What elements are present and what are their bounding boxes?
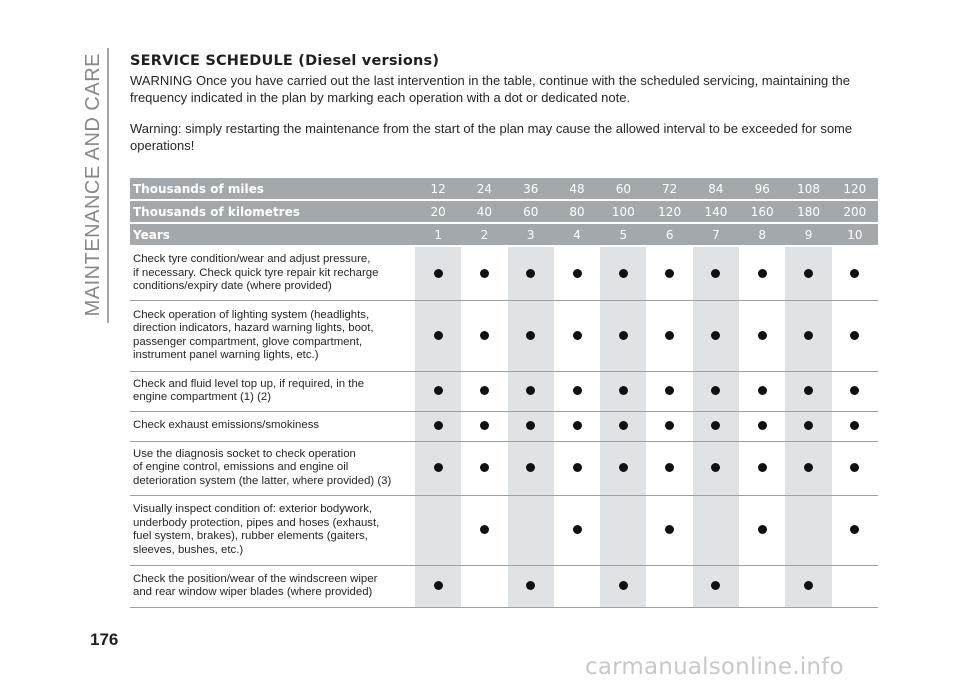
operation-description-line: sleeves, bushes, etc.) [133,543,244,556]
schedule-cell [508,495,554,565]
interval-value: 140 [693,200,739,223]
schedule-cell [508,565,554,607]
scheduled-dot-icon [434,269,443,278]
schedule-cell [646,411,692,441]
schedule-cell [508,300,554,371]
interval-value: 40 [461,200,507,223]
operation-description-line: Check tyre condition/wear and adjust pressure, [133,253,371,265]
schedule-cell [554,565,600,607]
operation-description-line: underbody protection, pipes and hoses (exhaust, [133,516,380,529]
schedule-cell [508,246,554,300]
scheduled-dot-icon [758,331,767,340]
interval-value: 7 [693,223,739,246]
schedule-cell [415,441,461,495]
interval-value: 84 [693,178,739,200]
schedule-cell [785,441,831,495]
scheduled-dot-icon [573,269,582,278]
schedule-cell [646,441,692,495]
operation-description-line: of engine control, emissions and engine oil [133,461,349,474]
scheduled-dot-icon [850,421,859,430]
interval-value: 24 [461,178,507,200]
interval-value: 72 [646,178,692,200]
scheduled-dot-icon [480,525,489,534]
schedule-cell [415,411,461,441]
interval-value: 6 [646,223,692,246]
schedule-cell [785,565,831,607]
interval-value: 12 [415,178,461,200]
section-label: MAINTENANCE AND CARE [81,53,104,317]
scheduled-dot-icon [850,525,859,534]
scheduled-dot-icon [665,463,674,472]
schedule-cell [600,495,646,565]
scheduled-dot-icon [480,386,489,395]
scheduled-dot-icon [850,386,859,395]
schedule-cell [693,565,739,607]
schedule-cell [600,371,646,411]
operation-description-line: passenger compartment, glove compartment, [133,335,363,348]
interval-value: 160 [739,200,785,223]
scheduled-dot-icon [850,463,859,472]
schedule-cell [461,246,507,300]
interval-value: 120 [646,200,692,223]
interval-value: 96 [739,178,785,200]
schedule-cell [739,441,785,495]
scheduled-dot-icon [573,421,582,430]
schedule-cell [832,565,878,607]
scheduled-dot-icon [850,269,859,278]
schedule-cell [832,246,878,300]
schedule-cell [693,495,739,565]
scheduled-dot-icon [526,386,535,395]
operation-description [130,565,415,607]
operation-row [130,411,878,441]
schedule-cell [415,495,461,565]
watermark: carmanualsonline.info [585,654,844,680]
schedule-cell [600,300,646,371]
schedule-cell [646,495,692,565]
section-heading: SERVICE SCHEDULE (Diesel versions) [130,53,440,69]
header-row-label: Thousands of kilometres [130,200,415,223]
restart-warning-paragraph: Warning: simply restarting the maintenance from the start of the plan may cause the allowed interval to be exceeded for some operations! [130,121,853,153]
scheduled-dot-icon [665,525,674,534]
operation-description [130,441,415,495]
schedule-cell [693,411,739,441]
interval-value: 100 [600,200,646,223]
schedule-cell [554,246,600,300]
schedule-cell [461,441,507,495]
scheduled-dot-icon [711,269,720,278]
scheduled-dot-icon [619,269,628,278]
section-side-title [81,50,104,320]
schedule-cell [646,300,692,371]
interval-value: 10 [832,223,878,246]
page-number: 176 [90,630,119,649]
scheduled-dot-icon [573,525,582,534]
scheduled-dot-icon [758,525,767,534]
scheduled-dot-icon [804,421,813,430]
schedule-cell [600,246,646,300]
schedule-cell [554,495,600,565]
scheduled-dot-icon [711,386,720,395]
interval-value: 108 [785,178,831,200]
schedule-cell [600,441,646,495]
scheduled-dot-icon [434,581,443,590]
schedule-cell [461,371,507,411]
operation-description-line: deterioration system (the latter, where provided) (3) [133,474,392,487]
warning-paragraph: WARNING Once you have carried out the last intervention in the table, continue with the scheduled servicing, maintaining the frequency indicated in the plan by marking each operation with a dot or dedicated note. [130,73,850,105]
operation-row [130,495,878,565]
scheduled-dot-icon [665,386,674,395]
scheduled-dot-icon [665,269,674,278]
scheduled-dot-icon [480,269,489,278]
interval-value: 1 [415,223,461,246]
operation-row [130,371,878,411]
header-row [130,223,878,246]
schedule-cell [600,411,646,441]
schedule-cell [693,246,739,300]
schedule-cell [508,411,554,441]
scheduled-dot-icon [480,331,489,340]
schedule-cell [785,300,831,371]
schedule-cell [739,246,785,300]
operation-description-line: Check the position/wear of the windscreen wiper [133,572,378,585]
scheduled-dot-icon [480,463,489,472]
scheduled-dot-icon [758,463,767,472]
scheduled-dot-icon [573,463,582,472]
operation-description-line: Visually inspect condition of: exterior bodywork, [133,503,373,515]
interval-value: 80 [554,200,600,223]
schedule-body [130,246,878,607]
schedule-cell [461,495,507,565]
schedule-cell [785,371,831,411]
schedule-cell [508,371,554,411]
header-row-label: Thousands of miles [130,178,415,200]
schedule-cell [832,441,878,495]
operation-description-line: instrument panel warning lights, etc.) [133,349,319,361]
main-content [130,53,878,154]
interval-value: 200 [832,200,878,223]
scheduled-dot-icon [665,421,674,430]
scheduled-dot-icon [573,331,582,340]
scheduled-dot-icon [619,386,628,395]
schedule-cell [461,300,507,371]
operation-row [130,441,878,495]
interval-value: 60 [600,178,646,200]
interval-value: 120 [832,178,878,200]
interval-value: 9 [785,223,831,246]
scheduled-dot-icon [804,581,813,590]
scheduled-dot-icon [711,581,720,590]
scheduled-dot-icon [526,421,535,430]
schedule-cell [739,371,785,411]
scheduled-dot-icon [526,331,535,340]
scheduled-dot-icon [619,421,628,430]
scheduled-dot-icon [434,421,443,430]
schedule-cell [739,411,785,441]
operation-description-line: conditions/expiry date (where provided) [133,280,332,292]
operation-description-line: Check and fluid level top up, if required, in the [133,377,365,390]
service-schedule-table [130,178,878,608]
schedule-cell [739,495,785,565]
scheduled-dot-icon [758,386,767,395]
schedule-cell [832,300,878,371]
operation-description [130,300,415,371]
operation-description-line: if necessary. Check quick tyre repair kit recharge [133,266,379,279]
header-row [130,178,878,200]
schedule-cell [739,300,785,371]
schedule-cell [832,495,878,565]
scheduled-dot-icon [480,421,489,430]
scheduled-dot-icon [850,331,859,340]
schedule-cell [415,300,461,371]
schedule-cell [693,371,739,411]
scheduled-dot-icon [804,269,813,278]
interval-value: 3 [508,223,554,246]
schedule-cell [785,411,831,441]
scheduled-dot-icon [434,463,443,472]
scheduled-dot-icon [434,331,443,340]
schedule-cell [600,565,646,607]
operation-description-line: direction indicators, hazard warning lights, boot, [133,322,374,334]
schedule-header [130,178,878,246]
schedule-cell [554,441,600,495]
scheduled-dot-icon [526,269,535,278]
scheduled-dot-icon [665,331,674,340]
header-row [130,200,878,223]
interval-value: 8 [739,223,785,246]
schedule-cell [554,371,600,411]
operation-description-line: fuel system, brakes), rubber elements (gaiters, [133,530,368,542]
schedule-cell [554,411,600,441]
operation-row [130,246,878,300]
interval-value: 48 [554,178,600,200]
scheduled-dot-icon [804,463,813,472]
scheduled-dot-icon [711,421,720,430]
schedule-cell [646,371,692,411]
scheduled-dot-icon [711,463,720,472]
operation-description-line: and rear window wiper blades (where provided) [133,586,373,598]
scheduled-dot-icon [526,463,535,472]
scheduled-dot-icon [758,269,767,278]
schedule-cell [832,411,878,441]
schedule-cell [646,565,692,607]
schedule-cell [693,300,739,371]
schedule-cell [739,565,785,607]
scheduled-dot-icon [619,581,628,590]
scheduled-dot-icon [804,331,813,340]
interval-value: 20 [415,200,461,223]
schedule-cell [461,411,507,441]
operation-description [130,411,415,441]
schedule-cell [554,300,600,371]
interval-value: 180 [785,200,831,223]
schedule-cell [832,371,878,411]
schedule-cell [415,371,461,411]
schedule-cell [508,441,554,495]
schedule-cell [415,246,461,300]
operation-description-line: Check exhaust emissions/smokiness [133,419,320,432]
schedule-cell [785,246,831,300]
scheduled-dot-icon [526,581,535,590]
schedule-cell [646,246,692,300]
scheduled-dot-icon [758,421,767,430]
scheduled-dot-icon [573,386,582,395]
scheduled-dot-icon [804,386,813,395]
scheduled-dot-icon [619,331,628,340]
interval-value: 5 [600,223,646,246]
schedule-cell [461,565,507,607]
operation-description [130,371,415,411]
operation-description-line: engine compartment (1) (2) [133,391,272,403]
schedule-cell [693,441,739,495]
interval-value: 36 [508,178,554,200]
operation-description [130,495,415,565]
operation-row [130,300,878,371]
scheduled-dot-icon [619,463,628,472]
interval-value: 60 [508,200,554,223]
interval-value: 4 [554,223,600,246]
scheduled-dot-icon [711,331,720,340]
operation-description [130,246,415,300]
operation-row [130,565,878,607]
side-divider [107,48,109,323]
header-row-label: Years [130,223,415,246]
schedule-cell [785,495,831,565]
operation-description-line: Use the diagnosis socket to check operation [133,447,356,460]
scheduled-dot-icon [434,386,443,395]
interval-value: 2 [461,223,507,246]
schedule-cell [415,565,461,607]
operation-description-line: Check operation of lighting system (headlights, [133,308,370,321]
